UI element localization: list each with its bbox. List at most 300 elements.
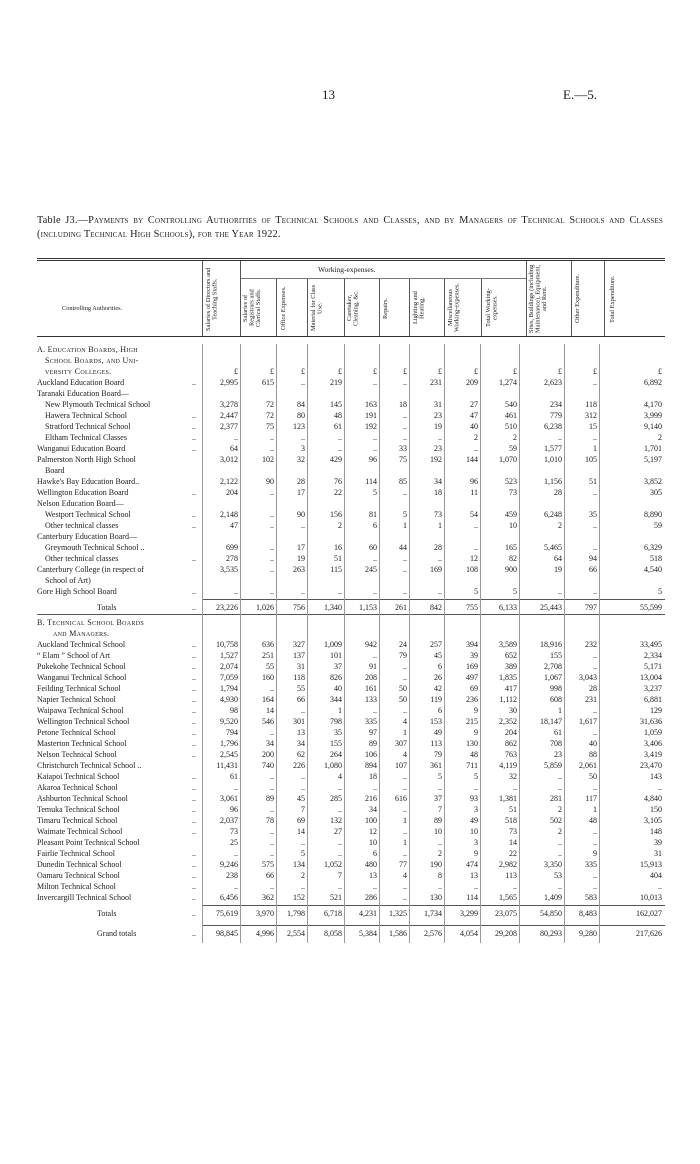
- cell-lighting: 73: [434, 510, 442, 519]
- cell-total-working: 29,208: [495, 929, 517, 938]
- cell-sites: 1,156: [544, 477, 562, 486]
- cell-total: 15,913: [640, 860, 662, 869]
- row-label: Invercargill Technical School: [37, 893, 132, 902]
- leader-dots: ..: [192, 488, 196, 497]
- cell-salaries-directors: 75,619: [216, 909, 238, 918]
- cell-other: 117: [585, 794, 597, 803]
- cell-other: 231: [585, 695, 597, 704]
- page-reference: E.—5.: [563, 87, 597, 102]
- cell-caretaker: 942: [365, 640, 377, 649]
- cell-repairs: 1: [403, 521, 407, 530]
- cell-office: 45: [297, 794, 305, 803]
- cell-repairs: 24: [399, 640, 407, 649]
- cell-misc: 497: [466, 673, 478, 682]
- row-label: Oamaru Technical School: [37, 871, 120, 880]
- table-row: [37, 617, 665, 628]
- header-salaries-registrars: Salaries of Registrars and Clerical Staffs.: [242, 288, 263, 328]
- cell-lighting: 31: [434, 400, 442, 409]
- column-rule: [519, 344, 520, 943]
- cell-sites: 64: [554, 554, 562, 563]
- cell-total-working: 6,133: [499, 603, 517, 612]
- cell-other: 9: [593, 849, 597, 858]
- cell-material: 51: [334, 554, 342, 563]
- cell-misc: 5: [474, 587, 478, 596]
- cell-other: 40: [589, 739, 597, 748]
- cell-total-working: 389: [505, 662, 517, 671]
- cell-material: ..: [338, 433, 342, 442]
- cell-other: 8,483: [579, 909, 597, 918]
- cell-misc: 40: [470, 422, 478, 431]
- leader-dots: ..: [192, 794, 196, 803]
- cell-caretaker: ..: [373, 554, 377, 563]
- row-rule: [202, 925, 665, 926]
- row-label: Milton Technical School: [37, 882, 116, 891]
- cell-misc: 9: [474, 849, 478, 858]
- cell-repairs: ..: [403, 805, 407, 814]
- cell-total: ..: [658, 783, 662, 792]
- cell-sites: ..: [558, 587, 562, 596]
- cell-salaries-registrars: ..: [270, 838, 274, 847]
- cell-repairs: ..: [403, 893, 407, 902]
- cell-total-working: 3,589: [499, 640, 517, 649]
- row-label: Waimate Technical School: [37, 827, 123, 836]
- cell-office: 62: [297, 750, 305, 759]
- cell-repairs: ..: [403, 662, 407, 671]
- cell-misc: 48: [470, 750, 478, 759]
- row-label: B. Technical School Boards: [37, 618, 144, 627]
- cell-caretaker: 60: [369, 543, 377, 552]
- cell-office: 13: [297, 728, 305, 737]
- cell-caretaker: 480: [365, 860, 377, 869]
- cell-lighting: 1,734: [424, 909, 442, 918]
- cell-salaries-directors: 98: [230, 706, 238, 715]
- cell-repairs: ..: [403, 706, 407, 715]
- cell-repairs: 4: [403, 717, 407, 726]
- cell-other: 335: [585, 860, 597, 869]
- cell-lighting: 2,576: [424, 929, 442, 938]
- cell-total: 2: [658, 433, 662, 442]
- cell-lighting: ..: [438, 882, 442, 891]
- cell-office: 137: [293, 651, 305, 660]
- table-label: Table J3.—: [37, 215, 89, 226]
- cell-other: ..: [593, 662, 597, 671]
- cell-salaries-registrars: ..: [270, 882, 274, 891]
- cell-salaries-registrars: 102: [262, 455, 274, 464]
- cell-total: 1,059: [644, 728, 662, 737]
- cell-total-working: 22: [509, 849, 517, 858]
- cell-office: 134: [293, 860, 305, 869]
- cell-other: ..: [593, 521, 597, 530]
- cell-sites: ..: [558, 783, 562, 792]
- table-row: [37, 837, 665, 848]
- cell-sites: 1,010: [544, 455, 562, 464]
- row-label: New Plymouth Technical School: [45, 400, 151, 409]
- cell-salaries-directors: 2,037: [220, 816, 238, 825]
- row-rule: [37, 614, 665, 615]
- cell-total: 404: [650, 871, 662, 880]
- cell-lighting: 23: [434, 444, 442, 453]
- cell-total: 3,237: [644, 684, 662, 693]
- table-row: [37, 454, 665, 465]
- cell-lighting: 5: [438, 772, 442, 781]
- cell-caretaker: 4,231: [359, 909, 377, 918]
- cell-material: ..: [338, 587, 342, 596]
- table-row: [37, 443, 665, 454]
- leader-dots: ..: [192, 882, 196, 891]
- cell-misc: 2: [474, 433, 478, 442]
- cell-other: 1,617: [579, 717, 597, 726]
- row-label: Board: [45, 466, 65, 475]
- cell-repairs: 4: [403, 750, 407, 759]
- cell-material: 1,009: [324, 640, 342, 649]
- cell-lighting: 10: [434, 827, 442, 836]
- column-rule: [240, 344, 241, 943]
- cell-lighting: 6: [438, 706, 442, 715]
- cell-lighting: 37: [434, 794, 442, 803]
- row-label: A. Education Boards, High: [37, 345, 138, 354]
- cell-sites: 2,623: [544, 378, 562, 387]
- cell-lighting: 23: [434, 411, 442, 420]
- leader-dots: ..: [192, 640, 196, 649]
- row-label: Temuka Technical School: [37, 805, 120, 814]
- cell-other: ..: [593, 488, 597, 497]
- cell-misc: 108: [466, 565, 478, 574]
- cell-lighting: 8: [438, 871, 442, 880]
- cell-material: 1,080: [324, 761, 342, 770]
- cell-repairs: 616: [395, 794, 407, 803]
- header-other: Other Expenditure.: [574, 274, 581, 324]
- cell-salaries-registrars: ..: [270, 565, 274, 574]
- cell-lighting: 190: [430, 860, 442, 869]
- row-label: Grand totals: [97, 929, 137, 938]
- cell-salaries-registrars: 251: [262, 651, 274, 660]
- cell-salaries-registrars: ..: [270, 684, 274, 693]
- cell-salaries-registrars: 3,970: [256, 909, 274, 918]
- leader-dots: ..: [192, 422, 196, 431]
- cell-other: 312: [585, 411, 597, 420]
- table-row: [37, 727, 665, 738]
- cell-repairs: ..: [403, 488, 407, 497]
- header-office-expenses: Office Expenses.: [280, 286, 287, 330]
- cell-total-working: 10: [509, 521, 517, 530]
- cell-salaries-directors: 3,535: [220, 565, 238, 574]
- leader-dots: ..: [192, 706, 196, 715]
- cell-total: ..: [658, 882, 662, 891]
- cell-office: ..: [301, 378, 305, 387]
- cell-total-working: 1,835: [499, 673, 517, 682]
- row-label: Wellington Education Board: [37, 488, 129, 497]
- cell-material: 61: [334, 422, 342, 431]
- cell-sites: £: [558, 367, 562, 376]
- cell-repairs: ..: [403, 587, 407, 596]
- cell-other: ..: [593, 827, 597, 836]
- cell-total: 9,140: [644, 422, 662, 431]
- row-label: Other technical classes: [45, 521, 119, 530]
- cell-salaries-registrars: 575: [262, 860, 274, 869]
- cell-total-working: 59: [509, 444, 517, 453]
- header-sites: Sites, Buildings (including Maintenance), Equipment, and Rent.: [528, 264, 549, 334]
- cell-caretaker: ..: [373, 706, 377, 715]
- leader-dots: ..: [192, 587, 196, 596]
- cell-sites: ..: [558, 882, 562, 891]
- cell-lighting: 34: [434, 477, 442, 486]
- cell-caretaker: ..: [373, 433, 377, 442]
- header-total: Total Expenditure.: [609, 275, 616, 323]
- cell-lighting: 89: [434, 816, 442, 825]
- cell-total-working: 2,352: [499, 717, 517, 726]
- cell-total: 31,636: [640, 717, 662, 726]
- cell-salaries-registrars: ..: [270, 433, 274, 442]
- cell-office: 123: [293, 422, 305, 431]
- cell-sites: ..: [558, 849, 562, 858]
- cell-salaries-directors: 699: [226, 543, 238, 552]
- cell-total-working: 1,070: [499, 455, 517, 464]
- table-row: [37, 421, 665, 432]
- cell-salaries-directors: 278: [226, 554, 238, 563]
- table-row: [37, 749, 665, 760]
- cell-misc: 13: [470, 871, 478, 880]
- row-label: Hawera Technical School: [45, 411, 127, 420]
- header-lighting: Lighting and Heating.: [412, 291, 426, 325]
- row-label: Nelson Technical School: [37, 750, 117, 759]
- cell-total-working: 51: [509, 805, 517, 814]
- cell-total-working: 652: [505, 651, 517, 660]
- leader-dots: ..: [192, 783, 196, 792]
- cell-salaries-directors: 2,074: [220, 662, 238, 671]
- row-label: Hawke's Bay Education Board..: [37, 477, 140, 486]
- cell-office: 5: [301, 849, 305, 858]
- cell-office: 756: [293, 603, 305, 612]
- cell-total: 2,334: [644, 651, 662, 660]
- row-rule: [202, 905, 665, 906]
- cell-caretaker: 208: [365, 673, 377, 682]
- table-row: [37, 738, 665, 749]
- header-working-expenses: Working-expenses.: [318, 265, 376, 274]
- cell-office: ..: [301, 838, 305, 847]
- cell-sites: 54,850: [540, 909, 562, 918]
- cell-salaries-registrars: ..: [270, 849, 274, 858]
- row-label: Auckland Education Board: [37, 378, 125, 387]
- table-row: [37, 870, 665, 881]
- cell-sites: 6,238: [544, 422, 562, 431]
- cell-sites: ..: [558, 772, 562, 781]
- row-label: Greymouth Technical School ..: [45, 543, 145, 552]
- cell-lighting: 361: [430, 761, 442, 770]
- cell-other: 232: [585, 640, 597, 649]
- cell-sites: 281: [550, 794, 562, 803]
- leader-dots: ..: [192, 772, 196, 781]
- leader-dots: ..: [192, 717, 196, 726]
- cell-office: ..: [301, 783, 305, 792]
- cell-salaries-registrars: £: [270, 367, 274, 376]
- cell-caretaker: 191: [365, 411, 377, 420]
- row-label: Masterton Technical School: [37, 739, 127, 748]
- leader-dots: ..: [192, 378, 196, 387]
- cell-material: 16: [334, 543, 342, 552]
- cell-total: 8,890: [644, 510, 662, 519]
- cell-total-working: 5: [513, 587, 517, 596]
- cell-sites: 5,859: [544, 761, 562, 770]
- page-number: 13: [322, 87, 335, 102]
- cell-caretaker: ..: [373, 783, 377, 792]
- cell-lighting: £: [438, 367, 442, 376]
- cell-lighting: ..: [438, 838, 442, 847]
- cell-office: 34: [297, 739, 305, 748]
- cell-total-working: 204: [505, 728, 517, 737]
- cell-misc: 11: [470, 488, 478, 497]
- cell-total: 4,840: [644, 794, 662, 803]
- cell-salaries-registrars: 362: [262, 893, 274, 902]
- leader-dots: ..: [192, 909, 196, 918]
- table-row: [37, 399, 665, 410]
- cell-other: £: [593, 367, 597, 376]
- cell-lighting: 130: [430, 893, 442, 902]
- cell-repairs: 307: [395, 739, 407, 748]
- row-label: Pleasant Point Technical School: [37, 838, 140, 847]
- cell-caretaker: 106: [365, 750, 377, 759]
- cell-office: 69: [297, 816, 305, 825]
- cell-caretaker: 133: [365, 695, 377, 704]
- row-label: Westport Technical School: [45, 510, 131, 519]
- cell-misc: ..: [474, 543, 478, 552]
- cell-total-working: 1,112: [499, 695, 517, 704]
- cell-office: 84: [297, 400, 305, 409]
- cell-other: 797: [585, 603, 597, 612]
- cell-other: 2,061: [579, 761, 597, 770]
- cell-repairs: 79: [399, 651, 407, 660]
- cell-salaries-directors: 1,796: [220, 739, 238, 748]
- table-row: [37, 859, 665, 870]
- cell-other: 94: [589, 554, 597, 563]
- cell-total-working: 540: [505, 400, 517, 409]
- cell-lighting: 2: [438, 849, 442, 858]
- cell-salaries-directors: 1,794: [220, 684, 238, 693]
- cell-office: 31: [297, 662, 305, 671]
- cell-salaries-directors: 73: [230, 827, 238, 836]
- cell-office: ..: [301, 433, 305, 442]
- cell-caretaker: 89: [369, 739, 377, 748]
- cell-sites: 53: [554, 871, 562, 880]
- cell-other: 9,280: [579, 929, 597, 938]
- cell-total-working: 459: [505, 510, 517, 519]
- cell-repairs: 5: [403, 510, 407, 519]
- cell-caretaker: 5,384: [359, 929, 377, 938]
- cell-caretaker: 12: [369, 827, 377, 836]
- cell-material: 115: [330, 565, 342, 574]
- cell-misc: 93: [470, 794, 478, 803]
- cell-material: 48: [334, 411, 342, 420]
- cell-office: ..: [301, 521, 305, 530]
- cell-office: 66: [297, 695, 305, 704]
- cell-total-working: 862: [505, 739, 517, 748]
- cell-office: 118: [293, 673, 305, 682]
- cell-material: ..: [338, 783, 342, 792]
- table-row: [37, 476, 665, 487]
- cell-total: 23,470: [640, 761, 662, 770]
- cell-total: 3,999: [644, 411, 662, 420]
- cell-material: 521: [330, 893, 342, 902]
- cell-total-working: 30: [509, 706, 517, 715]
- cell-misc: 144: [466, 455, 478, 464]
- cell-sites: 1: [558, 706, 562, 715]
- cell-repairs: 1: [403, 728, 407, 737]
- cell-total: 13,004: [640, 673, 662, 682]
- row-label: Nelson Education Board—: [37, 499, 124, 508]
- cell-salaries-directors: 2,995: [220, 378, 238, 387]
- cell-other: 3,043: [579, 673, 597, 682]
- leader-dots: ..: [192, 673, 196, 682]
- row-label: Canterbury College (in respect of: [37, 565, 145, 574]
- cell-misc: 9: [474, 728, 478, 737]
- cell-sites: 23: [554, 750, 562, 759]
- cell-sites: 502: [550, 816, 562, 825]
- cell-caretaker: 5: [373, 488, 377, 497]
- cell-material: 40: [334, 684, 342, 693]
- cell-sites: 80,293: [540, 929, 562, 938]
- cell-office: 55: [297, 684, 305, 693]
- cell-misc: 12: [470, 554, 478, 563]
- cell-repairs: ..: [403, 772, 407, 781]
- cell-office: 17: [297, 543, 305, 552]
- cell-misc: 3: [474, 805, 478, 814]
- cell-total-working: 763: [505, 750, 517, 759]
- cell-caretaker: 18: [369, 772, 377, 781]
- cell-sites: 2,708: [544, 662, 562, 671]
- cell-misc: 3,299: [460, 909, 478, 918]
- cell-other: ..: [593, 706, 597, 715]
- cell-material: ..: [338, 444, 342, 453]
- column-rule: [409, 344, 410, 943]
- leader-dots: ..: [192, 750, 196, 759]
- cell-repairs: 4: [403, 871, 407, 880]
- leader-dots: ..: [192, 728, 196, 737]
- cell-material: 285: [330, 794, 342, 803]
- cell-repairs: 1: [403, 816, 407, 825]
- cell-misc: 5: [474, 772, 478, 781]
- cell-total-working: 4,119: [499, 761, 517, 770]
- header-caretaker: Caretaker, Cleaning, &c.: [346, 290, 360, 326]
- cell-material: ..: [338, 849, 342, 858]
- cell-material: 145: [330, 400, 342, 409]
- cell-office: 3: [301, 444, 305, 453]
- cell-other: ..: [593, 543, 597, 552]
- cell-lighting: 45: [434, 651, 442, 660]
- cell-sites: 6,248: [544, 510, 562, 519]
- cell-total-working: 1,381: [499, 794, 517, 803]
- cell-total: 6,892: [644, 378, 662, 387]
- cell-salaries-registrars: ..: [270, 488, 274, 497]
- cell-total: 150: [650, 805, 662, 814]
- table-row: [37, 639, 665, 650]
- table-row: [37, 509, 665, 520]
- cell-repairs: ..: [403, 783, 407, 792]
- totals-row: [37, 602, 665, 613]
- table-row: [37, 848, 665, 859]
- cell-lighting: 49: [434, 728, 442, 737]
- cell-total-working: 73: [509, 488, 517, 497]
- cell-lighting: 1: [438, 521, 442, 530]
- cell-salaries-directors: ..: [234, 783, 238, 792]
- cell-lighting: 19: [434, 422, 442, 431]
- cell-misc: 209: [466, 378, 478, 387]
- cell-repairs: ..: [403, 433, 407, 442]
- table-row: [37, 826, 665, 837]
- cell-misc: ..: [474, 444, 478, 453]
- cell-salaries-directors: 7,059: [220, 673, 238, 682]
- cell-salaries-registrars: 200: [262, 750, 274, 759]
- cell-misc: 215: [466, 717, 478, 726]
- cell-repairs: 44: [399, 543, 407, 552]
